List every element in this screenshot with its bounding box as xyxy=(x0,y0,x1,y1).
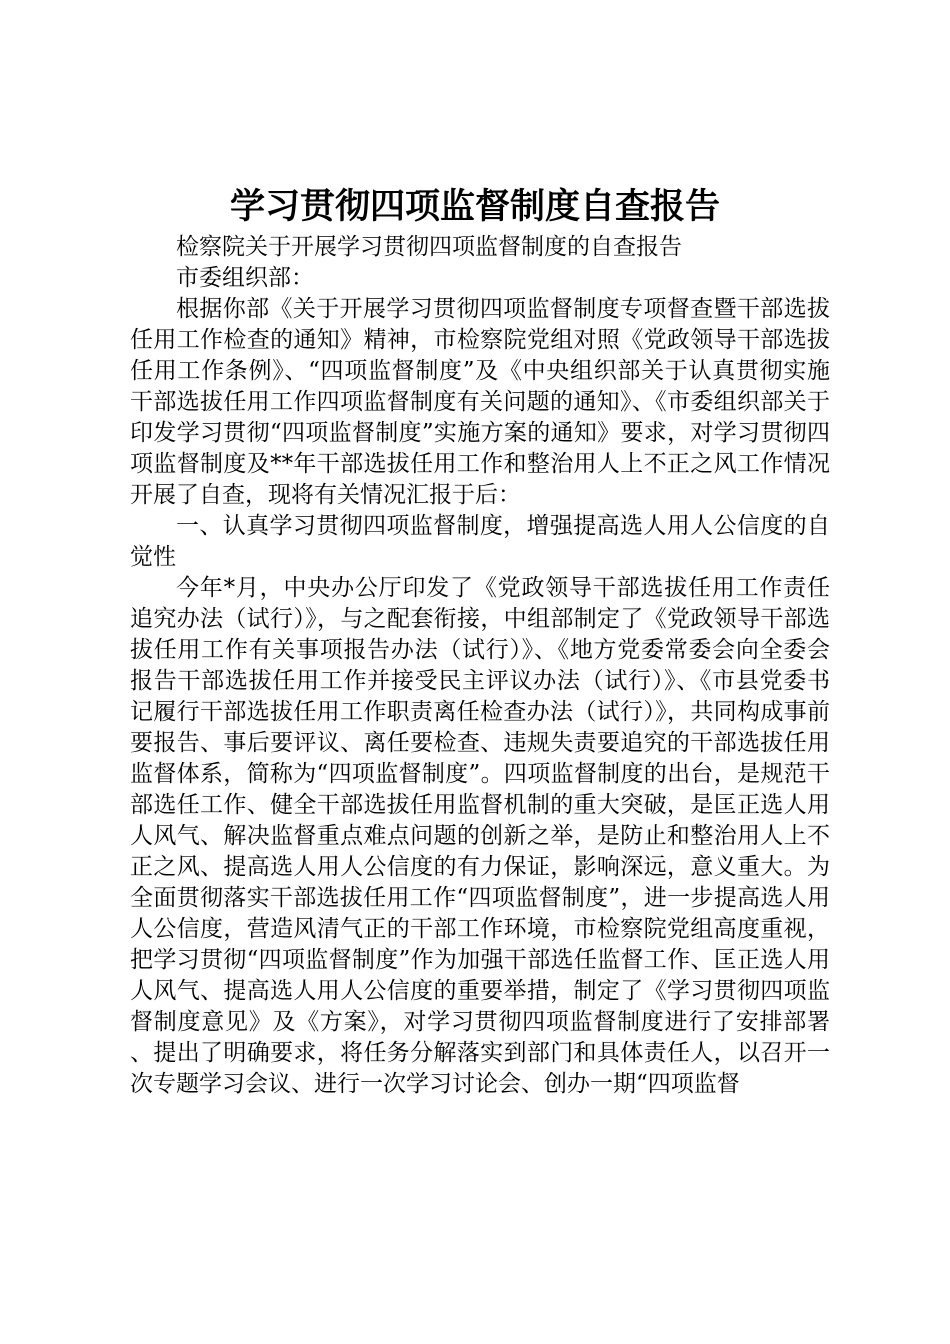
body-paragraph: 今年*月，中央办公厅印发了《党政领导干部选拔任用工作责任追究办法（试行）》，与之配套衔接，中组部制定了《党政领导干部选拔任用工作有关事项报告办法（试行）》、《地方党委常委会向全委会报告干部选拔任用工作并接受民主评议办法（试行）》、《市县党委书记履行干部选拔任用工作职责离任检查办法（试行）》，共同构成事前要报告、事后要评议、离任要检查、违规失责要追究的干部选拔任用监督体系，简称为“四项监督制度”。四项监督制度的出台，是规范干部选任工作、健全干部选拔任用监督机制的重大突破，是匡正选人用人风气、解决监督重点难点问题的创新之举，是防止和整治用人上不正之风、提高选人用人公信度的有力保证，影响深远，意义重大。为全面贯彻落实干部选拔任用工作“四项监督制度”，进一步提高选人用人公信度，营造风清气正的干部工作环境，市检察院党组高度重视，把学习贯彻“四项监督制度”作为加强干部选任监督工作、匡正选人用人风气、提高选人用人公信度的重要举措，制定了《学习贯彻四项监督制度意见》及《方案》，对学习贯彻四项监督制度进行了安排部署、提出了明确要求，将任务分解落实到部门和具体责任人，以召开一次专题学习会议、进行一次学习讨论会、创办一期“四项监督 xyxy=(130,575,830,1097)
document-body xyxy=(130,232,830,1100)
document-title: 学习贯彻四项监督制度自查报告 xyxy=(229,187,720,227)
intro-paragraph: 根据你部《关于开展学习贯彻四项监督制度专项督查暨干部选拔任用工作检查的通知》精神，市检察院党组对照《党政领导干部选拔任用工作条例》、“四项监督制度”及《中央组织部关于认真贯彻实施干部选拔任用工作四项监督制度有关问题的通知》、《市委组织部关于印发学习贯彻“四项监督制度”实施方案的通知》要求，对学习贯彻四项监督制度及**年干部选拔任用工作和整治用人上不正之风工作情况开展了自查，现将有关情况汇报于后： xyxy=(130,296,830,508)
subtitle-paragraph: 检察院关于开展学习贯彻四项监督制度的自查报告 xyxy=(176,234,682,260)
salutation-paragraph: 市委组织部： xyxy=(176,265,314,291)
section-heading: 一、认真学习贯彻四项监督制度，增强提高选人用人公信度的自觉性 xyxy=(130,513,830,570)
